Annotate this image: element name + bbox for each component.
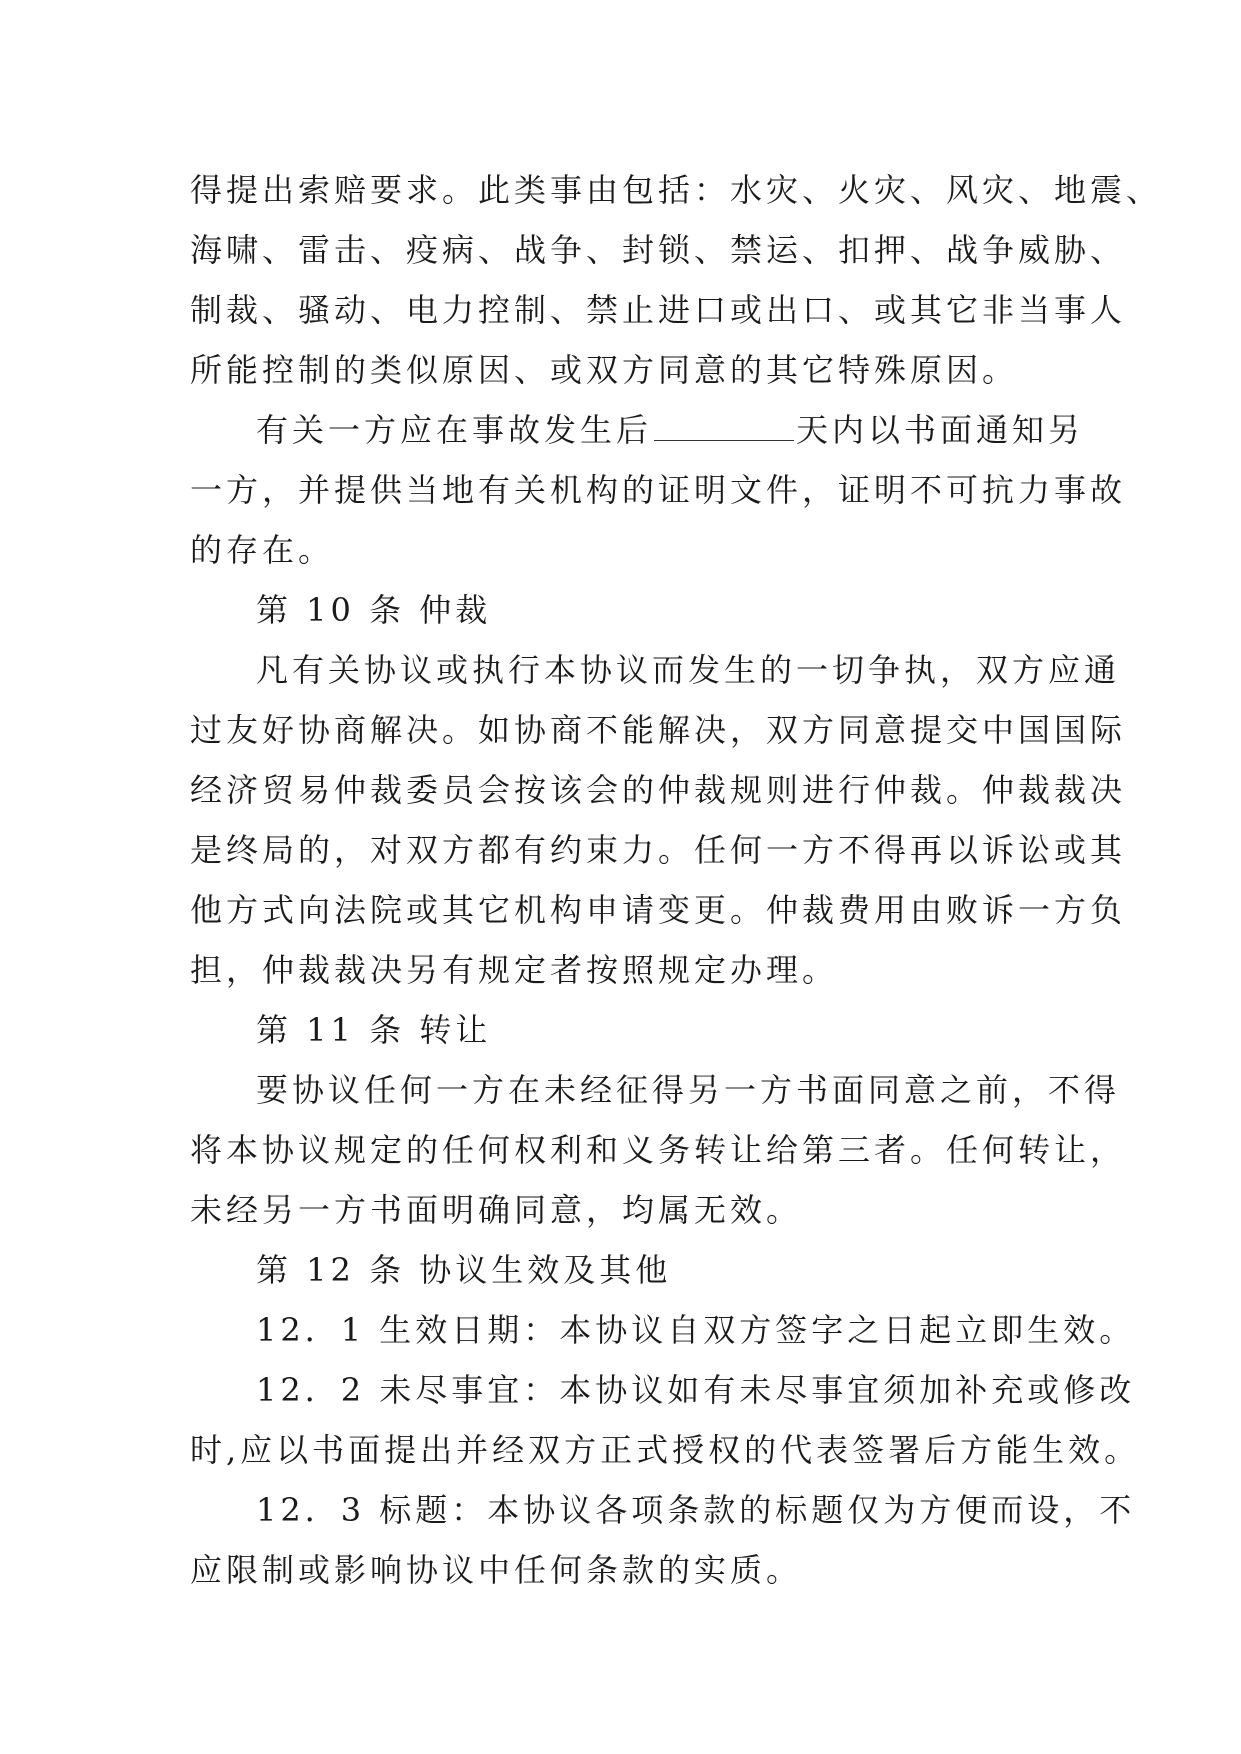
article-10-line-3: 经济贸易仲裁委员会按该会的仲裁规则进行仲裁。仲裁裁决 (190, 771, 1127, 809)
clause-12-2-line-2: 时,应以书面提出并经双方正式授权的代表签署后方能生效。 (190, 1431, 1141, 1469)
notice-text-after-blank: 天内以书面通知另 (796, 411, 1085, 449)
clause-12-1: 12．1 生效日期：本协议自双方签字之日起立即生效。 (256, 1311, 1136, 1349)
clause-12-3-line-2: 应限制或影响协议中任何条款的实质。 (190, 1551, 803, 1589)
notice-line-2: 一方，并提供当地有关机构的证明文件，证明不可抗力事故 (190, 471, 1127, 509)
force-majeure-line-4: 所能控制的类似原因、或双方同意的其它特殊原因。 (190, 351, 1019, 389)
article-12-heading: 第 12 条 协议生效及其他 (256, 1251, 672, 1289)
clause-12-2-line-1: 12．2 未尽事宜：本协议如有未尽事宜须加补充或修改 (256, 1371, 1136, 1409)
article-10-line-6: 担，仲裁裁决另有规定者按照规定办理。 (190, 951, 839, 989)
document-body (190, 160, 1163, 1600)
notice-line-3: 的存在。 (190, 531, 335, 569)
notice-line-1 (190, 400, 1085, 460)
article-10-line-2: 过友好协商解决。如协商不能解决，双方同意提交中国国际 (190, 711, 1127, 749)
article-10-line-1: 凡有关协议或执行本协议而发生的一切争执，双方应通 (256, 651, 1121, 689)
article-11-line-3: 未经另一方书面明确同意，均属无效。 (190, 1191, 803, 1229)
article-11-line-2: 将本协议规定的任何权利和义务转让给第三者。任何转让， (190, 1131, 1127, 1169)
notice-text-before-blank: 有关一方应在事故发生后 (256, 411, 653, 449)
force-majeure-line-1: 得提出索赔要求。此类事由包括：水灾、火灾、风灾、地震、 (190, 171, 1163, 209)
article-11-line-1: 要协议任何一方在未经征得另一方书面同意之前，不得 (256, 1071, 1121, 1109)
force-majeure-line-3: 制裁、骚动、电力控制、禁止进口或出口、或其它非当事人 (190, 291, 1127, 329)
clause-12-3-line-1: 12．3 标题：本协议各项条款的标题仅为方便而设，不 (256, 1491, 1136, 1529)
article-10-line-4: 是终局的，对双方都有约束力。任何一方不得再以诉讼或其 (190, 831, 1127, 869)
article-10-line-5: 他方式向法院或其它机构申请变更。仲裁费用由败诉一方负 (190, 891, 1127, 929)
force-majeure-line-2: 海啸、雷击、疫病、战争、封锁、禁运、扣押、战争威胁、 (190, 231, 1127, 269)
article-11-heading: 第 11 条 转让 (256, 1011, 492, 1049)
fill-in-blank-days (654, 414, 794, 441)
article-10-heading: 第 10 条 仲裁 (256, 591, 492, 629)
